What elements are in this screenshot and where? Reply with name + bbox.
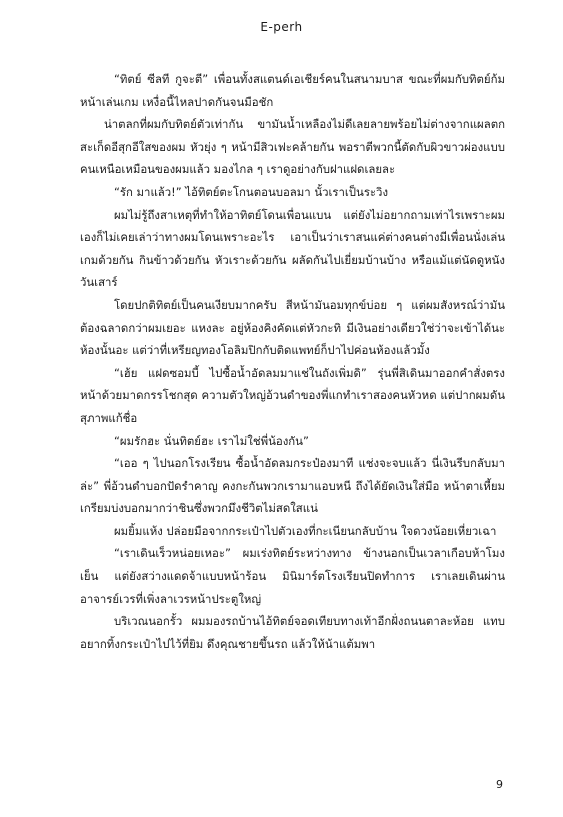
- paragraph: ผมไม่รู้ถึงสาเหตุที่ทำให้อาทิตย์โดนเพื่อนแบน แต่ยังไม่อยากถามเท่าไรเพราะผมเองก็ไม่เคยเล่าว่าทางผมโดนเพราะอะไร เอาเป็นว่าเราสนแค่ต่างคนต่างมีเพื่อนนั่งเล่นเกมด้วยกัน กินข้าวด้วยกัน หัวเราะด้วยกัน ผลัดกันไปเยี่ยมบ้านบ้าง หรือแม้แต่นัดดูหนังวันเสาร์: [80, 207, 505, 290]
- paragraph: “ผมรักฮะ นั่นทิตย์ฮะ เราไม่ใช่พี่น้องกัน”: [114, 433, 309, 448]
- paragraph: “เฮ้ย แฝดซอมบี้ ไปซื้อน้ำอัดลมมาแช่ในถังเพิ่มดิ” รุ่นพี่สิเดินมาออกคำสั่งตรงหน้าด้วยมาดกรรโชกสุด ความตัวใหญ่อ้วนดำของพี่แกทำเราสองคนหัวหด แต่ปากผมดันสุภาพแก้ชื่อ: [80, 365, 505, 425]
- paragraph: “เราเดินเร็วหน่อยเหอะ” ผมเร่งทิตย์ระหว่างทาง ข้างนอกเป็นเวลาเกือบห้าโมงเย็น แต่ยังสว่างแดดจ้าแบบหน้าร้อน มินิมาร์ตโรงเรียนปิดทำการ เราเลยเดินผ่านอาจารย์เวรที่เพิ่งลาเวรหน้าประตูใหญ่: [80, 546, 505, 606]
- paragraph: “รัก มาแล้ว!” ไอ้ทิตย์ตะโกนตอนบอลมา นั้วเราเป็นระวิง: [114, 184, 389, 199]
- running-header: E-perh: [260, 20, 303, 34]
- body-text: [80, 68, 505, 655]
- paragraph: “ทิตย์ ซีลที กูจะตี” เพื่อนทั้งสแตนด์เอเชียร์คนในสนามบาส ขณะที่ผมกับทิตย์ก้มหน้าเล่นเกม เหงื่อนี้ไหลปาดกันจนมือชัก: [80, 72, 505, 109]
- page-number: 9: [496, 778, 503, 791]
- paragraph: โดยปกติทิตย์เป็นคนเงียบมากครับ สีหน้ามันอมทุกข์บ่อย ๆ แต่ผมสังหรณ์ว่ามันต้องฉลาดกว่าผมเยอะ แหงละ อยู่ห้องคิงคัดแต่หัวกะทิ มีเงินอย่างเดียวใช่ว่าจะเข้าได้นะห้องนั้นอะ แต่ว่าที่เหรียญทองโอลิมปิกกับติดแพทย์ก็ปาไปค่อนห้องแล้วมั้ง: [80, 297, 505, 358]
- paragraph: “เออ ๆ ไปนอกโรงเรียน ซื้อน้ำอัดลมกระป๋องมาที แช่งจะจบแล้ว นี่เงินรีบกลับมาล่ะ” พี่อ้วนดำบอกปัดรำคาญ คงกะกันพวกเรามาแอบหนี ถึงได้ยัดเงินใส่มือ หน้าตาเหี้ยมเกรียมบ่งบอกมากว่าชินซึ่งพวกมึงชีวิตไม่สดใสแน่: [80, 456, 505, 516]
- paragraph: ผมยิ้มแห้ง ปล่อยมือจากกระเป๋าไปตัวเองที่กะเนียนกลับบ้าน ใจดวงน้อยเหี่ยวเฉา: [114, 523, 497, 538]
- paragraph: บริเวณนอกรั้ว ผมมองรถบ้านไอ้ทิตย์จอดเทียบทางเท้าอีกฝั่งถนนตาละห้อย แทบอยากทิ้งกระเป๋าไปไว้ที่ยิม ดึงคุณชายขึ้นรถ แล้วให้น้าแต้มพา: [80, 614, 505, 651]
- paragraph: น่าตลกที่ผมกับทิตย์ตัวเท่ากัน ขามันน้ำเหลืองไม่ดีเลยลายพร้อยไม่ต่างจากแผลตกสะเก็ดอีสุกอีใสของผม หัวยุ่ง ๆ หน้ามีสิวเฟะคล้ายกัน พอราตีพวกนี้ตัดกับผิวขาวผ่องแบบคนเหนือเหมือนของผมแล้ว มองไกล ๆ เราดูอย่างกับฝาแฝดเลยละ: [80, 117, 505, 177]
